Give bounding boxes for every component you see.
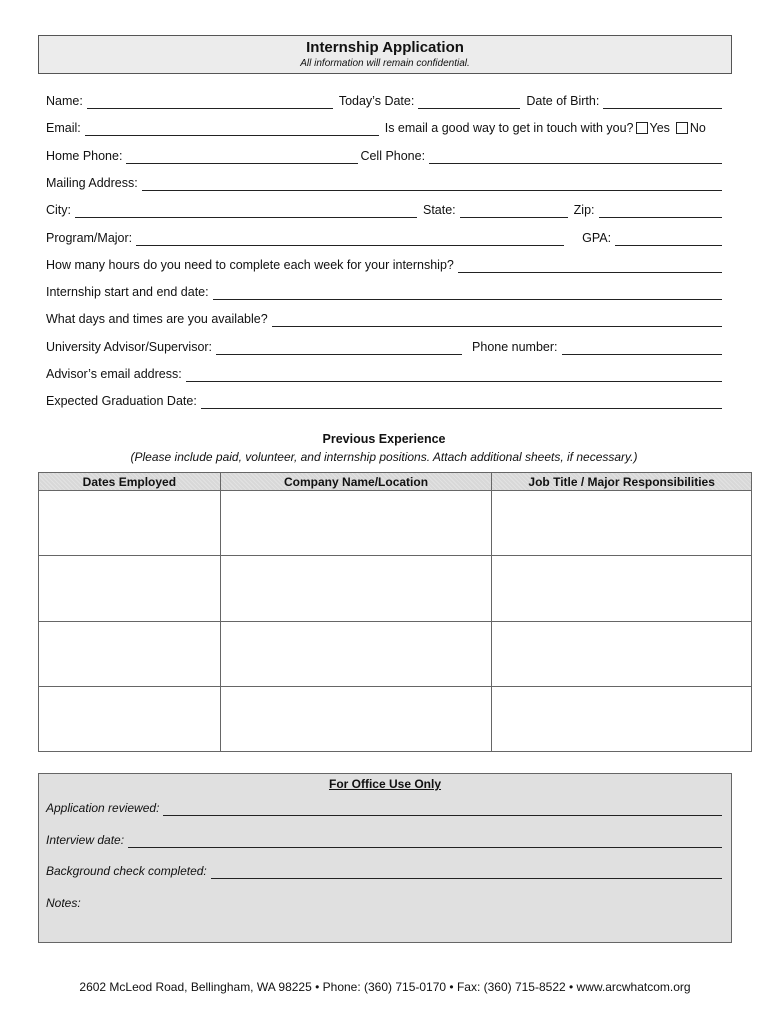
table-cell[interactable] xyxy=(220,556,492,622)
availability-label: What days and times are you available? xyxy=(46,312,268,326)
start-end-field[interactable] xyxy=(213,285,722,300)
interview-field[interactable] xyxy=(128,833,722,848)
dob-label: Date of Birth: xyxy=(526,94,600,108)
gpa-field[interactable] xyxy=(615,231,722,246)
table-cell[interactable] xyxy=(39,622,221,687)
email-no-checkbox[interactable] xyxy=(676,122,688,134)
table-row xyxy=(39,556,752,622)
interview-label: Interview date: xyxy=(46,833,125,847)
table-row xyxy=(39,687,752,752)
table-cell[interactable] xyxy=(492,491,752,556)
graduation-label: Expected Graduation Date: xyxy=(46,394,197,408)
row-advisor xyxy=(46,337,722,355)
yes-label: Yes xyxy=(649,121,670,135)
cell-phone-field[interactable] xyxy=(429,149,722,164)
table-cell[interactable] xyxy=(220,622,492,687)
row-email xyxy=(46,118,722,136)
gpa-label: GPA: xyxy=(582,231,612,245)
row-mailing xyxy=(46,173,722,191)
table-cell[interactable] xyxy=(492,556,752,622)
email-label: Email: xyxy=(46,121,81,135)
experience-subtitle: (Please include paid, volunteer, and internship positions. Attach additional sheets, if necessary.) xyxy=(130,450,638,464)
table-row xyxy=(39,622,752,687)
reviewed-label: Application reviewed: xyxy=(46,801,160,815)
office-row-notes xyxy=(46,893,722,911)
email-question-label: Is email a good way to get in touch with you? xyxy=(384,121,634,135)
col-dates-employed: Dates Employed xyxy=(39,473,221,491)
experience-title: Previous Experience xyxy=(322,432,446,446)
row-availability xyxy=(46,309,722,327)
state-field[interactable] xyxy=(460,203,568,218)
program-field[interactable] xyxy=(136,231,564,246)
home-phone-label: Home Phone: xyxy=(46,149,123,163)
row-phones xyxy=(46,146,722,164)
table-cell[interactable] xyxy=(220,491,492,556)
todays-date-field[interactable] xyxy=(418,94,520,109)
office-title: For Office Use Only xyxy=(328,777,442,791)
mailing-address-field[interactable] xyxy=(142,176,722,191)
background-label: Background check completed: xyxy=(46,864,207,878)
graduation-field[interactable] xyxy=(201,394,722,409)
advisor-email-field[interactable] xyxy=(186,367,722,382)
state-label: State: xyxy=(423,203,456,217)
availability-field[interactable] xyxy=(272,312,722,327)
row-program xyxy=(46,228,722,246)
home-phone-field[interactable] xyxy=(126,149,358,164)
zip-label: Zip: xyxy=(573,203,595,217)
footer-address: 2602 McLeod Road, Bellingham, WA 98225 • Phone: (360) 715-0170 • Fax: (360) 715-8522 • www.arcwhatcom.org xyxy=(79,980,691,994)
office-row-background xyxy=(46,861,722,879)
office-row-interview xyxy=(46,830,722,848)
mailing-address-label: Mailing Address: xyxy=(46,176,138,190)
table-cell[interactable] xyxy=(220,687,492,752)
row-city xyxy=(46,200,722,218)
cell-phone-label: Cell Phone: xyxy=(360,149,426,163)
row-name xyxy=(46,91,722,109)
city-label: City: xyxy=(46,203,71,217)
no-label: No xyxy=(689,121,706,135)
zip-field[interactable] xyxy=(599,203,722,218)
advisor-email-label: Advisor’s email address: xyxy=(46,367,182,381)
form-subtitle: All information will remain confidential. xyxy=(300,58,470,69)
row-hours xyxy=(46,255,722,273)
table-cell[interactable] xyxy=(39,556,221,622)
col-company: Company Name/Location xyxy=(220,473,492,491)
dob-field[interactable] xyxy=(603,94,722,109)
row-start-end xyxy=(46,282,722,300)
form-title: Internship Application xyxy=(306,39,464,56)
name-label: Name: xyxy=(46,94,83,108)
name-field[interactable] xyxy=(87,94,333,109)
notes-label: Notes: xyxy=(46,896,81,910)
hours-field[interactable] xyxy=(458,258,722,273)
form-header xyxy=(38,35,732,74)
program-label: Program/Major: xyxy=(46,231,133,245)
hours-label: How many hours do you need to complete each week for your internship? xyxy=(46,258,454,272)
reviewed-field[interactable] xyxy=(163,801,722,816)
row-advisor-email xyxy=(46,364,722,382)
table-row xyxy=(39,491,752,556)
advisor-field[interactable] xyxy=(216,340,462,355)
todays-date-label: Today’s Date: xyxy=(338,94,415,108)
start-end-label: Internship start and end date: xyxy=(46,285,209,299)
table-cell[interactable] xyxy=(39,491,221,556)
city-field[interactable] xyxy=(75,203,417,218)
email-yes-checkbox[interactable] xyxy=(636,122,648,134)
advisor-phone-label: Phone number: xyxy=(472,340,558,354)
table-cell[interactable] xyxy=(39,687,221,752)
col-job-title: Job Title / Major Responsibilities xyxy=(492,473,752,491)
office-row-reviewed xyxy=(46,798,722,816)
email-field[interactable] xyxy=(85,121,379,136)
experience-table xyxy=(38,472,752,752)
table-cell[interactable] xyxy=(492,687,752,752)
background-field[interactable] xyxy=(211,864,722,879)
office-use-box xyxy=(38,773,732,943)
row-graduation xyxy=(46,391,722,409)
advisor-phone-field[interactable] xyxy=(562,340,722,355)
table-cell[interactable] xyxy=(492,622,752,687)
experience-header-row xyxy=(39,473,752,491)
advisor-label: University Advisor/Supervisor: xyxy=(46,340,213,354)
